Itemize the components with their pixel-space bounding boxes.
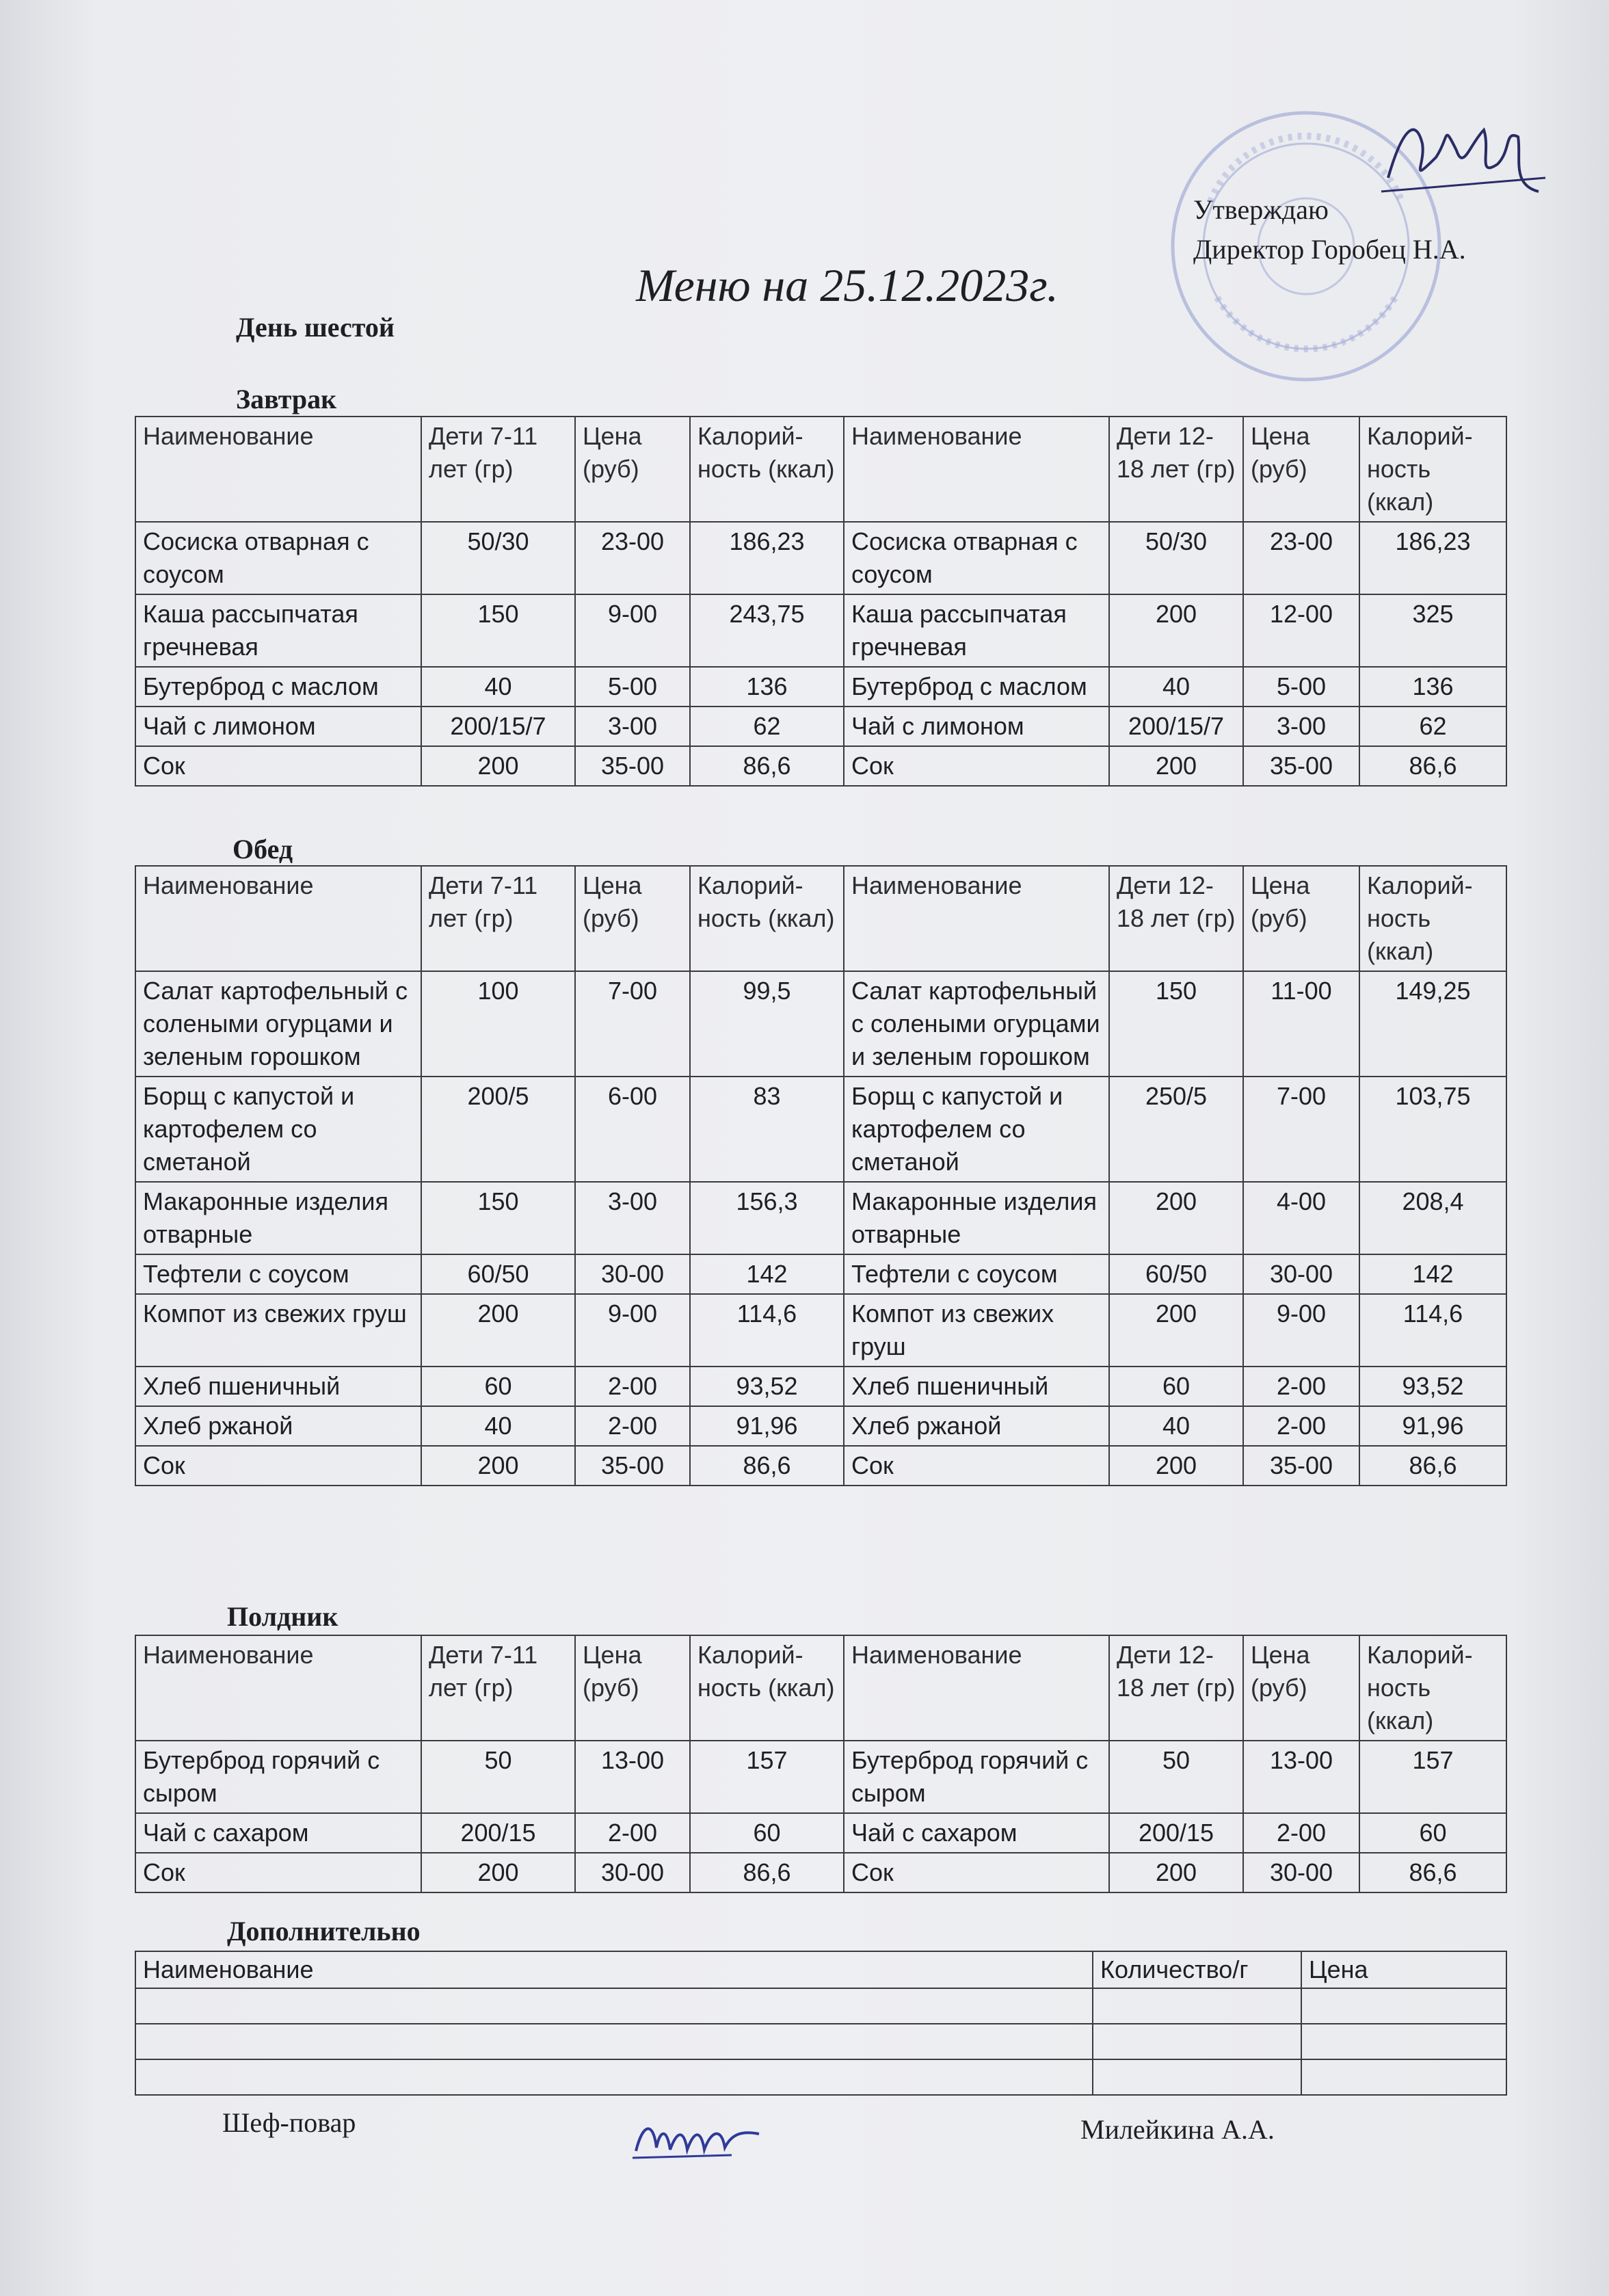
header-cell: Количество/г xyxy=(1093,1951,1301,1988)
value-cell: 149,25 xyxy=(1359,971,1506,1077)
value-cell: 150 xyxy=(1109,971,1243,1077)
dish-name-cell: Салат картофельный с солеными огурцами и зеленым горошком xyxy=(844,971,1109,1077)
table-header-row xyxy=(135,1951,1506,1988)
dish-name-cell: Хлеб пшеничный xyxy=(135,1367,421,1406)
table-row xyxy=(135,667,1506,707)
value-cell: 91,96 xyxy=(690,1406,844,1446)
value-cell: 3-00 xyxy=(1243,707,1359,746)
header-cell: Калорий-ность (ккал) xyxy=(690,417,844,522)
snack-table xyxy=(135,1635,1507,1893)
value-cell: 200 xyxy=(421,1294,575,1367)
header-cell: Дети 12-18 лет (гр) xyxy=(1109,417,1243,522)
approval-line: Утверждаю xyxy=(1193,194,1329,225)
chef-name: Милейкина А.А. xyxy=(1080,2114,1275,2145)
dish-name-cell: Бутерброд горячий с сыром xyxy=(135,1741,421,1813)
dish-name-cell: Чай с сахаром xyxy=(135,1813,421,1853)
lunch-table xyxy=(135,865,1507,1486)
header-cell: Калорий-ность (ккал) xyxy=(1359,1635,1506,1741)
table-row xyxy=(135,971,1506,1077)
value-cell: 30-00 xyxy=(575,1853,690,1892)
value-cell: 136 xyxy=(690,667,844,707)
value-cell: 30-00 xyxy=(1243,1254,1359,1294)
approval-block xyxy=(1193,190,1466,269)
value-cell: 200/5 xyxy=(421,1077,575,1182)
value-cell: 11-00 xyxy=(1243,971,1359,1077)
section-title-breakfast: Завтрак xyxy=(236,384,337,414)
header-cell: Наименование xyxy=(844,417,1109,522)
dish-name-cell: Сок xyxy=(135,1446,421,1486)
value-cell: 200 xyxy=(421,1853,575,1892)
dish-name-cell: Сок xyxy=(844,1446,1109,1486)
value-cell: 150 xyxy=(421,594,575,667)
value-cell: 2-00 xyxy=(575,1406,690,1446)
dish-name-cell: Сок xyxy=(844,1853,1109,1892)
value-cell: 200 xyxy=(1109,1446,1243,1486)
header-cell: Калорий-ность (ккал) xyxy=(690,866,844,971)
header-cell: Цена (руб) xyxy=(1243,417,1359,522)
header-cell: Цена (руб) xyxy=(1243,1635,1359,1741)
dish-name-cell: Сок xyxy=(844,746,1109,786)
table-row xyxy=(135,1988,1506,2024)
chef-role: Шеф-повар xyxy=(222,2107,356,2138)
table-header-row xyxy=(135,866,1506,971)
value-cell: 157 xyxy=(690,1741,844,1813)
table-row xyxy=(135,1077,1506,1182)
value-cell: 91,96 xyxy=(1359,1406,1506,1446)
table-row xyxy=(135,1853,1506,1892)
value-cell: 200 xyxy=(1109,746,1243,786)
empty-cell xyxy=(1093,2059,1301,2095)
value-cell: 2-00 xyxy=(575,1813,690,1853)
value-cell: 200/15 xyxy=(1109,1813,1243,1853)
value-cell: 200 xyxy=(1109,1182,1243,1254)
empty-cell xyxy=(1301,2024,1506,2059)
value-cell: 2-00 xyxy=(1243,1813,1359,1853)
header-cell: Дети 12-18 лет (гр) xyxy=(1109,866,1243,971)
dish-name-cell: Чай с лимоном xyxy=(135,707,421,746)
dish-name-cell: Хлеб ржаной xyxy=(844,1406,1109,1446)
header-cell: Дети 7-11 лет (гр) xyxy=(421,417,575,522)
header-cell: Цена (руб) xyxy=(575,1635,690,1741)
value-cell: 30-00 xyxy=(575,1254,690,1294)
value-cell: 186,23 xyxy=(1359,522,1506,594)
value-cell: 23-00 xyxy=(1243,522,1359,594)
table-row xyxy=(135,1741,1506,1813)
value-cell: 13-00 xyxy=(1243,1741,1359,1813)
value-cell: 86,6 xyxy=(690,1853,844,1892)
header-cell: Цена (руб) xyxy=(575,417,690,522)
dish-name-cell: Хлеб ржаной xyxy=(135,1406,421,1446)
value-cell: 62 xyxy=(1359,707,1506,746)
dish-name-cell: Чай с лимоном xyxy=(844,707,1109,746)
value-cell: 6-00 xyxy=(575,1077,690,1182)
value-cell: 5-00 xyxy=(575,667,690,707)
value-cell: 35-00 xyxy=(1243,746,1359,786)
header-cell: Цена xyxy=(1301,1951,1506,1988)
value-cell: 83 xyxy=(690,1077,844,1182)
table-row xyxy=(135,2024,1506,2059)
value-cell: 156,3 xyxy=(690,1182,844,1254)
table-row xyxy=(135,1406,1506,1446)
value-cell: 243,75 xyxy=(690,594,844,667)
extra-table xyxy=(135,1951,1507,2096)
section-title-lunch: Обед xyxy=(232,834,293,865)
value-cell: 325 xyxy=(1359,594,1506,667)
header-cell: Цена (руб) xyxy=(1243,866,1359,971)
value-cell: 40 xyxy=(421,1406,575,1446)
value-cell: 150 xyxy=(421,1182,575,1254)
value-cell: 60 xyxy=(690,1813,844,1853)
value-cell: 35-00 xyxy=(1243,1446,1359,1486)
value-cell: 40 xyxy=(1109,667,1243,707)
header-cell: Наименование xyxy=(135,866,421,971)
table-row xyxy=(135,594,1506,667)
value-cell: 60/50 xyxy=(1109,1254,1243,1294)
dish-name-cell: Сок xyxy=(135,746,421,786)
dish-name-cell: Макаронные изделия отварные xyxy=(135,1182,421,1254)
value-cell: 35-00 xyxy=(575,1446,690,1486)
section-title-extra: Дополнительно xyxy=(227,1916,421,1947)
table-row xyxy=(135,1182,1506,1254)
table-row xyxy=(135,1367,1506,1406)
value-cell: 200/15/7 xyxy=(421,707,575,746)
dish-name-cell: Бутерброд с маслом xyxy=(844,667,1109,707)
dish-name-cell: Бутерброд с маслом xyxy=(135,667,421,707)
header-cell: Дети 7-11 лет (гр) xyxy=(421,1635,575,1741)
value-cell: 86,6 xyxy=(690,746,844,786)
value-cell: 200 xyxy=(421,746,575,786)
header-cell: Наименование xyxy=(135,1635,421,1741)
header-cell: Наименование xyxy=(135,1951,1093,1988)
value-cell: 186,23 xyxy=(690,522,844,594)
value-cell: 2-00 xyxy=(1243,1406,1359,1446)
value-cell: 142 xyxy=(690,1254,844,1294)
empty-cell xyxy=(1093,1988,1301,2024)
breakfast-table xyxy=(135,416,1507,787)
value-cell: 60/50 xyxy=(421,1254,575,1294)
value-cell: 30-00 xyxy=(1243,1853,1359,1892)
value-cell: 86,6 xyxy=(1359,1446,1506,1486)
dish-name-cell: Сосиска отварная с соусом xyxy=(844,522,1109,594)
value-cell: 136 xyxy=(1359,667,1506,707)
table-row xyxy=(135,1254,1506,1294)
value-cell: 60 xyxy=(1359,1813,1506,1853)
value-cell: 200 xyxy=(1109,1294,1243,1367)
dish-name-cell: Хлеб пшеничный xyxy=(844,1367,1109,1406)
chef-signature xyxy=(629,2110,766,2165)
value-cell: 40 xyxy=(1109,1406,1243,1446)
header-cell: Наименование xyxy=(135,417,421,522)
value-cell: 9-00 xyxy=(575,594,690,667)
table-header-row xyxy=(135,417,1506,522)
value-cell: 5-00 xyxy=(1243,667,1359,707)
table-row xyxy=(135,1294,1506,1367)
header-cell: Наименование xyxy=(844,866,1109,971)
value-cell: 200 xyxy=(421,1446,575,1486)
value-cell: 3-00 xyxy=(575,707,690,746)
value-cell: 12-00 xyxy=(1243,594,1359,667)
table-row xyxy=(135,1813,1506,1853)
value-cell: 60 xyxy=(1109,1367,1243,1406)
empty-cell xyxy=(1093,2024,1301,2059)
value-cell: 50/30 xyxy=(421,522,575,594)
table-row xyxy=(135,746,1506,786)
dish-name-cell: Каша рассыпчатая гречневая xyxy=(844,594,1109,667)
dish-name-cell: Каша рассыпчатая гречневая xyxy=(135,594,421,667)
dish-name-cell: Сосиска отварная с соусом xyxy=(135,522,421,594)
value-cell: 86,6 xyxy=(690,1446,844,1486)
value-cell: 7-00 xyxy=(1243,1077,1359,1182)
value-cell: 142 xyxy=(1359,1254,1506,1294)
value-cell: 200 xyxy=(1109,594,1243,667)
header-cell: Калорий-ность (ккал) xyxy=(1359,866,1506,971)
header-cell: Калорий-ность (ккал) xyxy=(690,1635,844,1741)
value-cell: 3-00 xyxy=(575,1182,690,1254)
value-cell: 200/15/7 xyxy=(1109,707,1243,746)
value-cell: 2-00 xyxy=(575,1367,690,1406)
page-title: Меню на 25.12.2023г. xyxy=(636,259,1059,311)
value-cell: 208,4 xyxy=(1359,1182,1506,1254)
value-cell: 9-00 xyxy=(575,1294,690,1367)
empty-cell xyxy=(135,2059,1093,2095)
table-row xyxy=(135,707,1506,746)
dish-name-cell: Чай с сахаром xyxy=(844,1813,1109,1853)
value-cell: 100 xyxy=(421,971,575,1077)
value-cell: 93,52 xyxy=(1359,1367,1506,1406)
header-cell: Наименование xyxy=(844,1635,1109,1741)
value-cell: 157 xyxy=(1359,1741,1506,1813)
value-cell: 93,52 xyxy=(690,1367,844,1406)
value-cell: 99,5 xyxy=(690,971,844,1077)
empty-cell xyxy=(135,1988,1093,2024)
empty-cell xyxy=(1301,2059,1506,2095)
value-cell: 60 xyxy=(421,1367,575,1406)
value-cell: 13-00 xyxy=(575,1741,690,1813)
value-cell: 35-00 xyxy=(575,746,690,786)
header-cell: Дети 12-18 лет (гр) xyxy=(1109,1635,1243,1741)
day-label: День шестой xyxy=(236,312,395,343)
dish-name-cell: Тефтели с соусом xyxy=(135,1254,421,1294)
dish-name-cell: Борщ с капустой и картофелем со сметаной xyxy=(844,1077,1109,1182)
header-cell: Цена (руб) xyxy=(575,866,690,971)
table-row xyxy=(135,1446,1506,1486)
table-row xyxy=(135,2059,1506,2095)
table-row xyxy=(135,522,1506,594)
table-header-row xyxy=(135,1635,1506,1741)
dish-name-cell: Компот из свежих груш xyxy=(844,1294,1109,1367)
header-cell: Калорий-ность (ккал) xyxy=(1359,417,1506,522)
value-cell: 250/5 xyxy=(1109,1077,1243,1182)
approval-director: Директор Горобец Н.А. xyxy=(1193,234,1466,265)
empty-cell xyxy=(1301,1988,1506,2024)
dish-name-cell: Борщ с капустой и картофелем со сметаной xyxy=(135,1077,421,1182)
dish-name-cell: Сок xyxy=(135,1853,421,1892)
value-cell: 200/15 xyxy=(421,1813,575,1853)
dish-name-cell: Тефтели с соусом xyxy=(844,1254,1109,1294)
value-cell: 50 xyxy=(1109,1741,1243,1813)
section-title-snack: Полдник xyxy=(227,1601,338,1632)
value-cell: 50 xyxy=(421,1741,575,1813)
value-cell: 103,75 xyxy=(1359,1077,1506,1182)
value-cell: 62 xyxy=(690,707,844,746)
dish-name-cell: Компот из свежих груш xyxy=(135,1294,421,1367)
header-cell: Дети 7-11 лет (гр) xyxy=(421,866,575,971)
value-cell: 114,6 xyxy=(1359,1294,1506,1367)
value-cell: 9-00 xyxy=(1243,1294,1359,1367)
value-cell: 200 xyxy=(1109,1853,1243,1892)
value-cell: 7-00 xyxy=(575,971,690,1077)
dish-name-cell: Бутерброд горячий с сыром xyxy=(844,1741,1109,1813)
value-cell: 50/30 xyxy=(1109,522,1243,594)
value-cell: 86,6 xyxy=(1359,746,1506,786)
dish-name-cell: Салат картофельный с солеными огурцами и зеленым горошком xyxy=(135,971,421,1077)
value-cell: 114,6 xyxy=(690,1294,844,1367)
value-cell: 4-00 xyxy=(1243,1182,1359,1254)
dish-name-cell: Макаронные изделия отварные xyxy=(844,1182,1109,1254)
value-cell: 2-00 xyxy=(1243,1367,1359,1406)
value-cell: 86,6 xyxy=(1359,1853,1506,1892)
value-cell: 23-00 xyxy=(575,522,690,594)
value-cell: 40 xyxy=(421,667,575,707)
empty-cell xyxy=(135,2024,1093,2059)
